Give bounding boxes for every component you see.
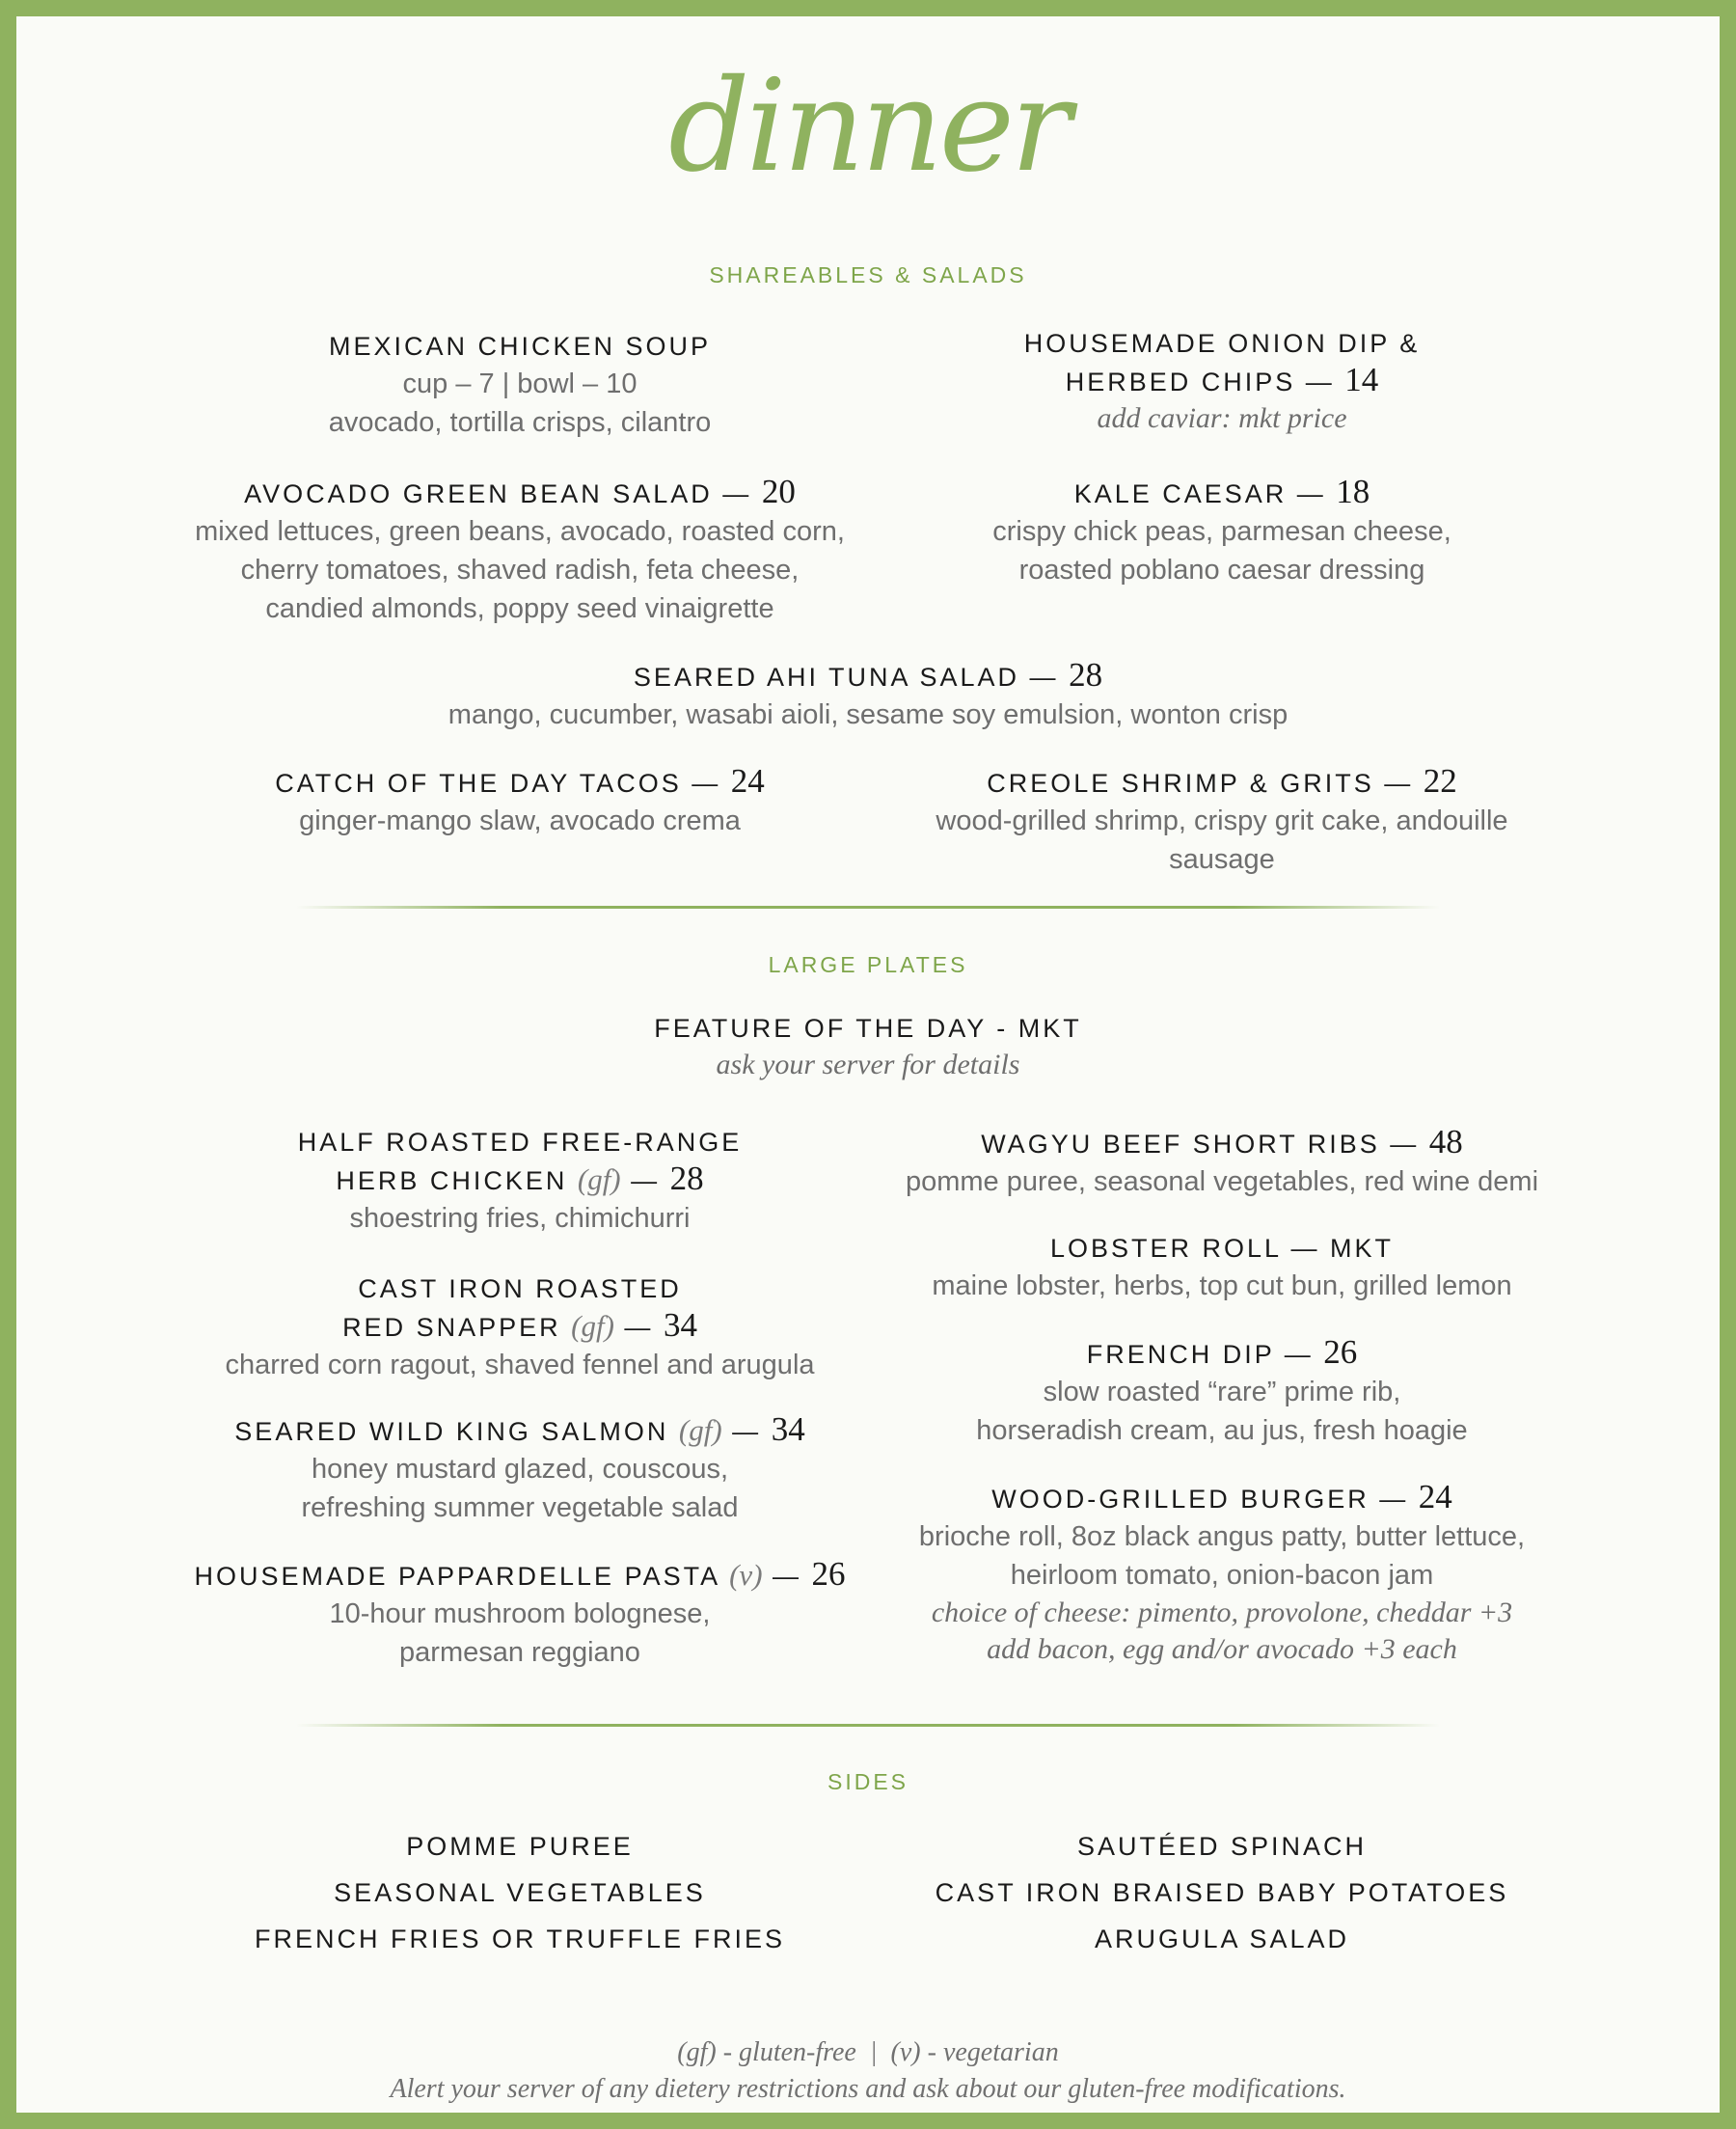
item-name-text: SEARED WILD KING SALMON bbox=[234, 1417, 669, 1446]
item-name bbox=[182, 1411, 857, 1450]
item-description: mixed lettuces, green beans, avocado, roasted corn, bbox=[195, 516, 845, 547]
menu-item-lobster-roll bbox=[884, 1230, 1560, 1305]
menu-item-tacos bbox=[182, 763, 857, 840]
item-description: shoestring fries, chimichurri bbox=[349, 1203, 691, 1234]
item-name-text: FRENCH DIP — bbox=[1086, 1340, 1314, 1369]
item-name: MEXICAN CHICKEN SOUP bbox=[328, 332, 712, 361]
item-price: 20 bbox=[761, 473, 796, 510]
item-name bbox=[884, 1124, 1560, 1162]
item-description: maine lobster, herbs, top cut bun, grilled lemon bbox=[932, 1270, 1512, 1301]
gluten-free-tag: (gf) bbox=[577, 1162, 621, 1196]
item-description: cherry tomatoes, shaved radish, feta cheese, bbox=[240, 555, 800, 586]
vegetarian-tag: (v) bbox=[729, 1558, 763, 1592]
menu-item-shrimp-grits bbox=[884, 763, 1560, 879]
item-description: crispy chick peas, parmesan cheese, bbox=[992, 516, 1451, 547]
item-price-line: cup – 7 | bowl – 10 bbox=[402, 368, 637, 399]
side-item: FRENCH FRIES OR TRUFFLE FRIES bbox=[254, 1924, 786, 1953]
item-name-text: SEARED AHI TUNA SALAD — bbox=[633, 663, 1059, 692]
menu-item-pasta bbox=[182, 1556, 857, 1672]
item-name-text: WAGYU BEEF SHORT RIBS — bbox=[981, 1130, 1420, 1159]
item-description: candied almonds, poppy seed vinaigrette bbox=[265, 593, 774, 624]
item-description: avocado, tortilla crisps, cilantro bbox=[328, 407, 712, 438]
item-price: 48 bbox=[1428, 1123, 1463, 1160]
menu-item-salmon bbox=[182, 1411, 857, 1527]
item-description: honey mustard glazed, couscous, bbox=[311, 1454, 729, 1485]
item-price: 26 bbox=[1323, 1333, 1358, 1371]
menu-page bbox=[16, 16, 1720, 2113]
item-name-line2 bbox=[182, 1160, 857, 1199]
menu-item-burger bbox=[884, 1479, 1560, 1668]
item-note: add caviar: mkt price bbox=[1097, 402, 1347, 434]
item-name bbox=[209, 657, 1527, 696]
menu-item-chicken bbox=[182, 1124, 857, 1238]
item-name-text: RED SNAPPER bbox=[342, 1313, 561, 1342]
side-item: SEASONAL VEGETABLES bbox=[334, 1878, 706, 1907]
item-name: HALF ROASTED FREE-RANGE bbox=[297, 1128, 743, 1157]
sides-list-left bbox=[182, 1823, 857, 1962]
section-heading-large-plates: LARGE PLATES bbox=[768, 952, 968, 977]
item-name-text: WOOD-GRILLED BURGER — bbox=[991, 1485, 1409, 1514]
item-name bbox=[884, 1334, 1560, 1373]
menu-item-onion-dip bbox=[884, 325, 1560, 437]
item-description: brioche roll, 8oz black angus patty, butter lettuce, bbox=[918, 1521, 1526, 1552]
item-dash: — bbox=[631, 1166, 661, 1195]
item-price: 34 bbox=[771, 1410, 805, 1448]
section-divider bbox=[296, 906, 1440, 909]
item-name-text: HOUSEMADE PAPPARDELLE PASTA bbox=[194, 1562, 719, 1591]
item-note: ask your server for details bbox=[716, 1049, 1020, 1080]
item-description: refreshing summer vegetable salad bbox=[301, 1492, 739, 1523]
item-name-text: CATCH OF THE DAY TACOS — bbox=[275, 769, 721, 798]
dietary-legend: (gf) - gluten-free | (v) - vegetarian bbox=[677, 2037, 1059, 2067]
menu-title: dinner bbox=[668, 52, 1068, 201]
item-description: 10-hour mushroom bolognese, bbox=[329, 1598, 711, 1629]
item-description: wood-grilled shrimp, crispy grit cake, andouille sausage bbox=[936, 805, 1508, 875]
item-description: horseradish cream, au jus, fresh hoagie bbox=[976, 1415, 1468, 1446]
item-description: charred corn ragout, shaved fennel and arugula bbox=[225, 1350, 815, 1380]
item-price: 18 bbox=[1336, 473, 1370, 510]
item-name-line2 bbox=[884, 362, 1560, 400]
side-item: POMME PUREE bbox=[406, 1832, 634, 1861]
item-name: CAST IRON ROASTED bbox=[358, 1274, 682, 1303]
section-divider bbox=[296, 1724, 1440, 1727]
item-description: roasted poblano caesar dressing bbox=[1018, 555, 1425, 586]
item-price: 24 bbox=[1418, 1478, 1452, 1515]
menu-item-feature bbox=[209, 1010, 1527, 1083]
item-name: LOBSTER ROLL — MKT bbox=[1049, 1234, 1395, 1263]
item-name-text: AVOCADO GREEN BEAN SALAD — bbox=[244, 479, 752, 508]
item-description: mango, cucumber, wasabi aioli, sesame soy emulsion, wonton crisp bbox=[448, 699, 1288, 730]
item-name bbox=[182, 1556, 857, 1595]
side-item: ARUGULA SALAD bbox=[1094, 1924, 1350, 1953]
item-name bbox=[884, 1479, 1560, 1517]
item-dash: — bbox=[624, 1313, 654, 1342]
item-description: pomme puree, seasonal vegetables, red wine demi bbox=[905, 1166, 1539, 1197]
item-name-text: CREOLE SHRIMP & GRITS — bbox=[987, 769, 1414, 798]
menu-item-short-ribs bbox=[884, 1124, 1560, 1201]
sides-list-right bbox=[884, 1823, 1560, 1962]
side-item: SAUTÉED SPINACH bbox=[1076, 1832, 1368, 1861]
menu-item-green-bean-salad bbox=[182, 474, 857, 628]
item-note: choice of cheese: pimento, provolone, cheddar +3 bbox=[931, 1597, 1513, 1628]
item-name: FEATURE OF THE DAY - MKT bbox=[654, 1014, 1082, 1043]
item-name-line2 bbox=[182, 1307, 857, 1346]
item-dash: — bbox=[773, 1562, 802, 1591]
menu-footer bbox=[16, 2034, 1720, 2108]
section-heading-shareables: SHAREABLES & SALADS bbox=[709, 262, 1027, 287]
item-description: slow roasted “rare” prime rib, bbox=[1043, 1377, 1401, 1407]
menu-item-snapper bbox=[182, 1270, 857, 1384]
item-price: 22 bbox=[1423, 762, 1457, 800]
item-note: add bacon, egg and/or avocado +3 each bbox=[987, 1633, 1457, 1665]
item-description: ginger-mango slaw, avocado crema bbox=[299, 805, 741, 836]
item-dash: — bbox=[732, 1417, 762, 1446]
menu-item-kale-caesar bbox=[884, 474, 1560, 589]
item-name-text: KALE CAESAR — bbox=[1073, 479, 1326, 508]
item-price: 34 bbox=[663, 1306, 697, 1344]
item-name-text: HERB CHICKEN bbox=[336, 1166, 568, 1195]
item-name bbox=[182, 763, 857, 802]
item-name bbox=[884, 763, 1560, 802]
gluten-free-tag: (gf) bbox=[678, 1413, 722, 1447]
item-description: parmesan reggiano bbox=[399, 1637, 640, 1668]
item-name-text: HERBED CHIPS — bbox=[1065, 368, 1335, 396]
side-item: CAST IRON BRAISED BABY POTATOES bbox=[935, 1878, 1509, 1907]
menu-item-soup bbox=[182, 328, 857, 442]
item-name bbox=[884, 474, 1560, 512]
dietary-notice: Alert your server of any dietery restrictions and ask about our gluten-free modifications. bbox=[390, 2074, 1346, 2104]
item-price: 26 bbox=[811, 1555, 846, 1593]
item-name bbox=[182, 474, 857, 512]
item-description: heirloom tomato, onion-bacon jam bbox=[1010, 1560, 1434, 1591]
menu-item-french-dip bbox=[884, 1334, 1560, 1450]
item-price: 28 bbox=[1069, 656, 1103, 694]
item-price: 24 bbox=[730, 762, 765, 800]
section-heading-sides: SIDES bbox=[827, 1769, 909, 1794]
item-name: HOUSEMADE ONION DIP & bbox=[1023, 329, 1421, 358]
item-price: 28 bbox=[669, 1160, 704, 1197]
gluten-free-tag: (gf) bbox=[571, 1309, 614, 1343]
item-price: 14 bbox=[1344, 361, 1379, 398]
menu-item-tuna-salad bbox=[209, 657, 1527, 734]
